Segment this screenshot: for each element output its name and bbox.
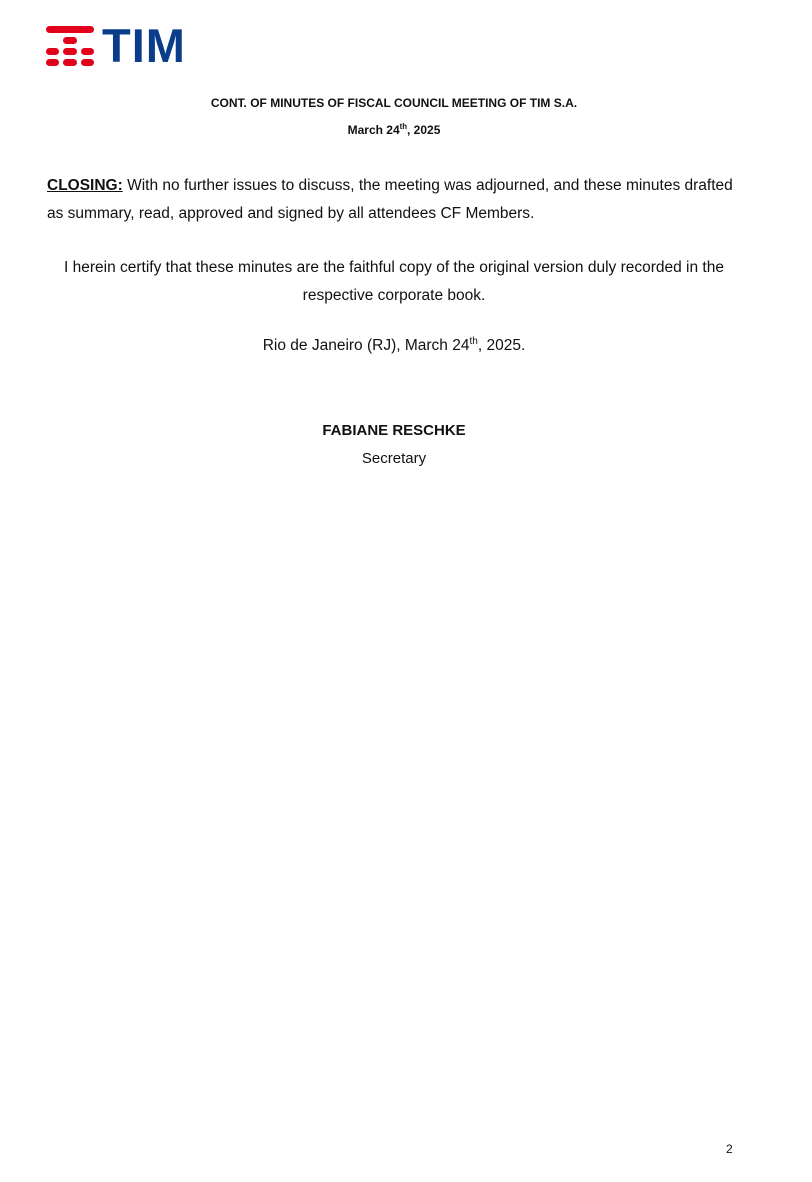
signer-role: Secretary <box>361 450 427 467</box>
tim-stripes-icon <box>46 26 94 66</box>
signer-name: FABIANE RESCHKE <box>322 422 466 439</box>
document-title: CONT. OF MINUTES OF FISCAL COUNCIL MEETING OF TIM S.A. <box>210 96 578 110</box>
closing-label: CLOSING: <box>47 177 123 194</box>
closing-paragraph <box>47 172 747 228</box>
logo-wordmark: TIM <box>102 19 186 72</box>
place-date: Rio de Janeiro (RJ), March 24th, 2025. <box>262 335 526 354</box>
closing-text: With no further issues to discuss, the meeting was adjourned, and these minutes drafted as summary, read, approved and signed by all attendees CF Members. <box>47 177 733 222</box>
document-date: March 24th, 2025 <box>347 122 441 137</box>
certification-paragraph: I herein certify that these minutes are the faithful copy of the original version duly recorded in the respective corporate book. <box>64 259 724 304</box>
page-number: 2 <box>726 1142 733 1156</box>
